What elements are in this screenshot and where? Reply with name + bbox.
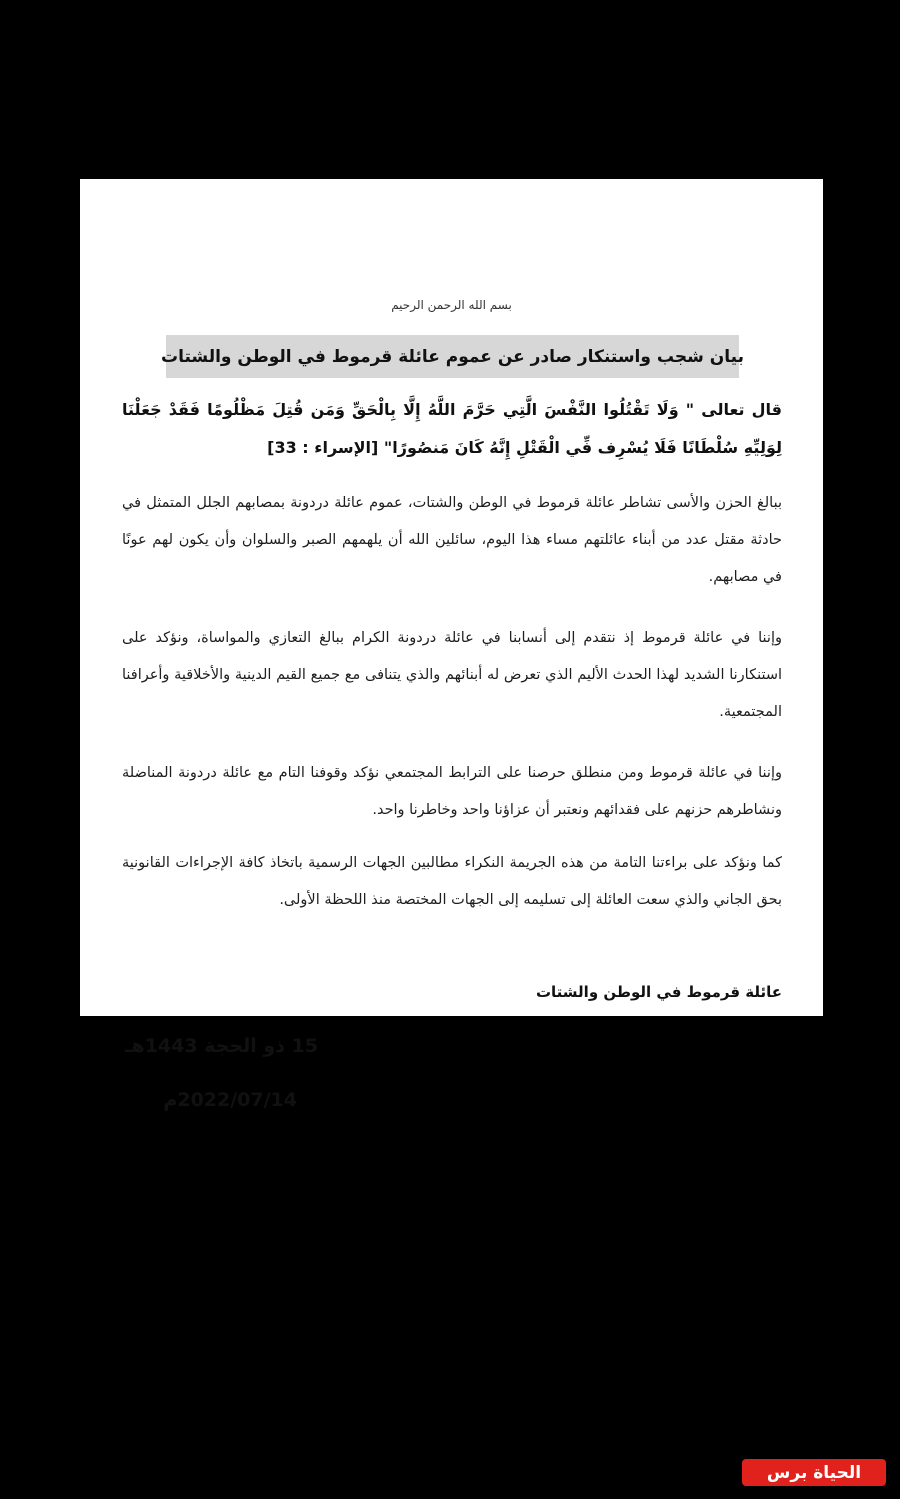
paragraph-innocence: كما ونؤكد على براءتنا التامة من هذه الجريمة النكراء مطالبين الجهات الرسمية باتخاذ كافة الإجراءات القانونية بحق الجاني والذي سعت العائلة إلى تسليمه إلى الجهات المختصة منذ اللحظة الأولى. bbox=[122, 855, 782, 908]
title-highlight bbox=[161, 335, 744, 378]
paragraph-condolence: ببالغ الحزن والأسى تشاطر عائلة قرموط في الوطن والشتات، عموم عائلة دردونة بمصابهم الجلل المتمثل في حادثة مقتل عدد من أبناء عائلتهم مساء هذا اليوم، سائلين الله أن يلهمهم الصبر والسلوان وأن يكون لهم عونًا في مصابهم. bbox=[122, 495, 782, 585]
paragraph-solidarity: وإننا في عائلة قرموط ومن منطلق حرصنا على الترابط المجتمعي نؤكد وقوفنا التام مع عائلة دردونة المناضلة ونشاطرهم حزنهم على فقدائهم ونعتبر أن عزاؤنا واحد وخاطرنا واحد. bbox=[122, 765, 782, 818]
document-page bbox=[80, 179, 823, 1111]
gregorian-date: 2022/07/14م bbox=[163, 1089, 297, 1111]
alhayat-press-logo bbox=[742, 1459, 886, 1486]
logo-text: الحياة برس bbox=[766, 1462, 862, 1483]
signature-line: عائلة قرموط في الوطن والشتات bbox=[535, 983, 782, 1001]
hijri-date: 15 ذو الحجة 1443هـ bbox=[125, 1035, 318, 1057]
quran-verse: قال تعالى " وَلَا تَقْتُلُوا النَّفْسَ الَّتِي حَرَّمَ اللَّهُ إِلَّا بِالْحَقِّ وَمَن قُتِلَ مَظْلُومًا فَقَدْ جَعَلْنَا لِوَلِيِّهِ سُلْطَانًا فَلَا يُسْرِف فِّي الْقَتْلِ إِنَّهُ كَانَ مَنصُورًا" [الإسراء : 33] bbox=[122, 400, 782, 457]
paragraph-denunciation: وإننا في عائلة قرموط إذ نتقدم إلى أنسابنا في عائلة دردونة الكرام ببالغ التعازي والمواساة، ونؤكد على استنكارنا الشديد لهذا الحدث الأليم الذي تعرض له أبنائهم والذي يتنافى مع جميع القيم الدينية والأخلاقية وأعرافنا المجتمعية. bbox=[122, 630, 782, 720]
basmala: بسم الله الرحمن الرحيم bbox=[391, 298, 512, 312]
statement-title: بيان شجب واستنكار صادر عن عموم عائلة قرموط في الوطن والشتات bbox=[161, 346, 744, 367]
